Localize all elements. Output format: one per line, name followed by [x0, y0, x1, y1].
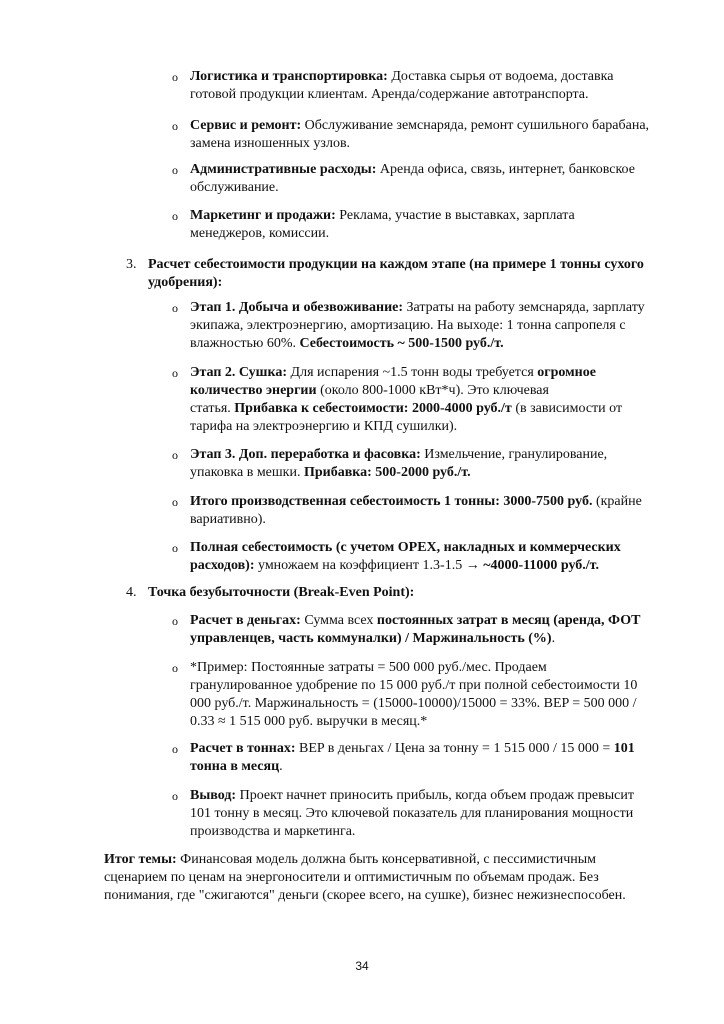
- bullet-marker: o: [172, 119, 178, 133]
- page-number: 34: [355, 959, 369, 973]
- list-item-bep-money: Расчет в деньгах: Сумма всех постоянных затрат в месяц (аренда, ФОТ управленцев, часть коммуналки) / Маржинальность (%).: [190, 613, 641, 646]
- list-item-full-cost: Полная себестоимость (с учетом OPEX, накладных и коммерческих расходов): умножаем на коэффициент 1.3-1.5 → ~4000-11000 руб./т.: [190, 540, 621, 573]
- bullet-marker: o: [172, 209, 178, 223]
- bullet-marker: o: [172, 614, 178, 628]
- bullet-marker: o: [172, 495, 178, 509]
- list-item-conclusion: Вывод: Проект начнет приносить прибыль, когда объем продаж превысит 101 тонну в месяц. Это ключевой показатель для планирования мощности производства и маркетинга.: [190, 788, 634, 839]
- bullet-marker: o: [172, 541, 178, 555]
- item-label: Сервис и ремонт:: [190, 118, 302, 133]
- bullet-marker: o: [172, 70, 178, 84]
- section-number: 3.: [126, 257, 137, 272]
- section-number: 4.: [126, 585, 137, 600]
- list-item-stage-1: Этап 1. Добыча и обезвоживание: Затраты на работу земснаряда, зарплату экипажа, электроэнергию, амортизацию. На выходе: 1 тонна сапропеля с влажностью 60%. Себестоимость ~ 500-1500 руб./т.: [190, 300, 645, 351]
- bullet-marker: o: [172, 366, 178, 380]
- bullet-marker: o: [172, 163, 178, 177]
- list-item-service: Сервис и ремонт: Обслуживание земснаряда, ремонт сушильного барабана, замена изношенных узлов.: [190, 118, 650, 151]
- list-item-logistics: Логистика и транспортировка: Доставка сырья от водоема, доставка готовой продукции клиентам. Аренда/содержание автотранспорта.: [190, 69, 614, 102]
- bullet-marker: o: [172, 789, 178, 803]
- summary-paragraph: Итог темы: Финансовая модель должна быть консервативной, с пессимистичным сценарием по ценам на энергоносители и оптимистичным по объемам продаж. Без понимания, где "сжигаются" деньги (скорее всего, на сушке), бизнес нежизнеспособен.: [104, 852, 626, 903]
- item-label: Административные расходы:: [190, 162, 377, 177]
- list-item-stage-3: Этап 3. Доп. переработка и фасовка: Измельчение, гранулирование, упаковка в мешки. Прибавка: 500-2000 руб./т.: [190, 447, 608, 480]
- section-heading-cost: Расчет себестоимости продукции на каждом этапе (на примере 1 тонны сухого удобрения):: [148, 257, 644, 290]
- bullet-marker: o: [172, 301, 178, 315]
- section-heading-bep: Точка безубыточности (Break-Even Point):: [148, 585, 415, 600]
- list-item-production-cost: Итого производственная себестоимость 1 тонны: 3000-7500 руб. (крайне вариативно).: [190, 494, 642, 527]
- item-label: Маркетинг и продажи:: [190, 208, 336, 223]
- list-item-example: *Пример: Постоянные затраты = 500 000 руб./мес. Продаем гранулированное удобрение по 15 000 руб./т при полной себестоимости 10 000 руб./т. Маржинальность = (15000-10000)/15000 = 33%. BEP = 500 000 / 0.33 ≈ 1 515 000 руб. выручки в месяц.*: [190, 660, 638, 729]
- list-item-bep-tons: Расчет в тоннах: BEP в деньгах / Цена за тонну = 1 515 000 / 15 000 = 101 тонна в месяц.: [190, 741, 635, 774]
- bullet-marker: o: [172, 661, 178, 675]
- bullet-marker: o: [172, 742, 178, 756]
- bullet-marker: o: [172, 448, 178, 462]
- list-item-stage-2: Этап 2. Сушка: Для испарения ~1.5 тонн воды требуется огромное количество энергии (около 800-1000 кВт*ч). Это ключевая статья. Прибавка к себестоимости: 2000-4000 руб./т (в зависимости от тарифа на электроэнергию и КПД сушилки).: [190, 365, 623, 434]
- list-item-admin: Административные расходы: Аренда офиса, связь, интернет, банковское обслуживание.: [190, 162, 635, 195]
- item-label: Логистика и транспортировка:: [190, 69, 388, 84]
- list-item-marketing: Маркетинг и продажи: Реклама, участие в выставках, зарплата менеджеров, комиссии.: [190, 208, 575, 241]
